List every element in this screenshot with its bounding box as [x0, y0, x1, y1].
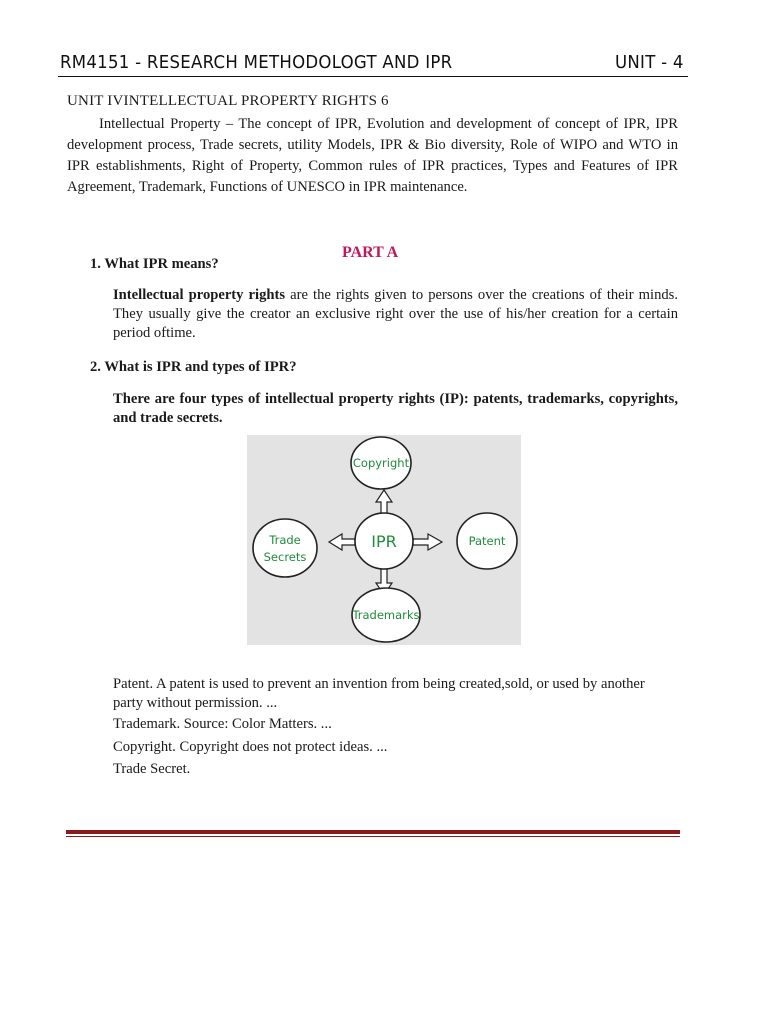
answer-1 [113, 286, 678, 343]
label-copyright: Copyright [352, 456, 410, 470]
footer-rule-thick [66, 830, 680, 834]
header-title: RM4151 - RESEARCH METHODOLOGT AND IPR [60, 52, 453, 73]
fact-trademark: Trademark. Source: Color Matters. ... [113, 716, 332, 732]
label-ipr: IPR [371, 532, 397, 551]
footer-rule-thin [66, 836, 680, 837]
answer-1-text: are the rights given to persons over the creations of their minds. They usually give the creator an exclusive right over the use of his/her creation for a certain period oftime. [113, 287, 678, 341]
label-patent: Patent [468, 534, 506, 548]
question-1: 1. What IPR means? [90, 256, 219, 272]
part-a-heading: PART A [342, 244, 399, 261]
syllabus-paragraph: Intellectual Property – The concept of IPR, Evolution and development of concept of IPR, IPR development process, Trade secrets, utility Models, IPR & Bio diversity, Role of WIPO and WTO in IPR establishments, Right of Property, Common rules of IPR practices, Types and Features of IPR Agreement, Trademark, Functions of UNESCO in IPR maintenance. [67, 116, 678, 195]
label-trade: Trade [269, 533, 301, 547]
fact-copyright: Copyright. Copyright does not protect ideas. ... [113, 739, 388, 755]
ipr-diagram-svg [247, 435, 521, 645]
label-secrets: Secrets [263, 550, 307, 564]
answer-1-term: Intellectual property rights [113, 287, 286, 303]
label-trademarks: Trademarks [352, 608, 420, 622]
circle-trade-secrets [253, 519, 317, 577]
ipr-types-diagram [247, 435, 521, 645]
arrow-right [413, 534, 442, 550]
header-rule [58, 76, 688, 77]
fact-trade-secret: Trade Secret. [113, 761, 191, 777]
question-2: 2. What is IPR and types of IPR? [90, 359, 297, 375]
answer-2: There are four types of intellectual property rights (IP): patents, trademarks, copyrights, and trade secrets. [113, 391, 678, 426]
arrow-up [376, 490, 392, 515]
header-unit: UNIT - 4 [615, 52, 684, 73]
arrow-left [329, 534, 355, 550]
fact-patent: Patent. A patent is used to prevent an invention from being created,sold, or used by another party without permission. ... [113, 676, 645, 711]
unit-title: UNIT IVINTELLECTUAL PROPERTY RIGHTS 6 [67, 93, 389, 109]
